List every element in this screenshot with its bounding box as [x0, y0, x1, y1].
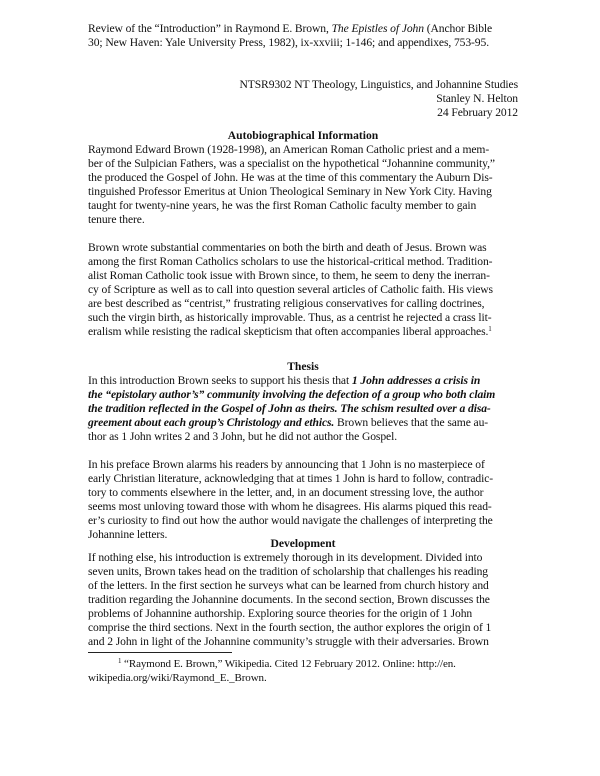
development-section: [88, 537, 518, 649]
bio-heading: Autobiographical Information: [227, 129, 379, 142]
text-line-content: eralism while resisting the radical skepticism that often accompanies liberal approaches.: [88, 325, 489, 338]
text-line: tinguished Professor Emeritus at Union Theological Seminary in New York City. Having: [88, 185, 492, 198]
text-line: cy of Scripture as well as to call into question several articles of Catholic faith. His views: [88, 283, 493, 296]
text-line: er’s curiosity to find out how the author would navigate the challenges of interpreting the: [88, 514, 493, 527]
footnote-marker: 1: [118, 657, 122, 665]
paper-date: 24 February 2012: [437, 106, 518, 119]
text-line: of the letters. In the first section he surveys what can be learned from church history and: [88, 579, 489, 592]
text-line-content: Brown believes that the same au-: [334, 416, 489, 429]
text-line: early Christian literature, acknowledging that at times 1 John is hard to follow, contradic-: [88, 472, 494, 485]
text-line: such the virgin birth, as historically improvable. Thus, as a centrist he rejected a crass lit-: [88, 311, 492, 324]
development-heading: Development: [270, 537, 336, 550]
text-line: Johannine letters.: [88, 528, 168, 541]
review-line-1: [88, 22, 492, 36]
text-line: [88, 416, 488, 430]
footnote-url[interactable]: wikipedia.org/wiki/Raymond_E._Brown.: [88, 672, 267, 684]
text-line: tenure there.: [88, 213, 145, 226]
review-suffix: (Anchor Bible: [423, 22, 493, 35]
text-line: tory to comments elsewhere in the letter, and, in an document stressing love, the author: [88, 486, 484, 499]
footnote: [88, 657, 518, 685]
text-line: Raymond Edward Brown (1928-1998), an American Roman Catholic priest and a mem-: [88, 143, 490, 156]
bio-section: [88, 129, 518, 310]
text-line: Brown wrote substantial commentaries on both the birth and death of Jesus. Brown was: [88, 241, 487, 254]
thesis-emphasis: greement about each group’s Christology and ethics.: [88, 416, 335, 429]
thesis-heading: Thesis: [287, 360, 319, 373]
footnote-divider: [88, 652, 232, 653]
text-line: among the first Roman Catholics scholars to use the historical-critical method. Tradition-: [88, 255, 493, 268]
thesis-emphasis: the tradition reflected in the Gospel of John as theirs. The schism resulted over a disa-: [88, 402, 491, 415]
text-line: tradition regarding the Johannine documents. In the second section, Brown discusses the: [88, 593, 490, 606]
text-line: alist Roman Catholic took issue with Brown since, to them, he seem to deny the inerran-: [88, 269, 490, 282]
bio-section-end: [88, 311, 518, 339]
review-header: [88, 22, 518, 50]
text-line: thor as 1 John writes 2 and 3 John, but he did not author the Gospel.: [88, 430, 397, 443]
book-title: The Epistles of John: [331, 22, 424, 35]
text-line: the produced the Gospel of John. He was at the time of this commentary the Auburn Dis-: [88, 171, 493, 184]
text-line: In his preface Brown alarms his readers by announcing that 1 John is no masterpiece of: [88, 458, 485, 471]
text-line: and 2 John in light of the Johannine community’s struggle with their adversaries. Brown: [88, 635, 489, 648]
author-name: Stanley N. Helton: [436, 92, 518, 105]
text-line-content: In this introduction Brown seeks to support his thesis that: [88, 374, 352, 387]
text-line: taught for twenty-nine years, he was the first Roman Catholic faculty member to gain: [88, 199, 477, 212]
text-line: [88, 374, 480, 388]
footnote-ref[interactable]: 1: [488, 325, 492, 333]
text-line: seems most unloving toward those with whom he disagrees. His alarms piqued this read-: [88, 500, 492, 513]
thesis-emphasis: the “epistolary author’s” community involving the defection of a group who both claim: [88, 388, 496, 401]
author-block: [88, 78, 518, 120]
review-line-2: 30; New Haven: Yale University Press, 1982), ix-xxviii; 1-146; and appendixes, 753-95.: [88, 36, 489, 49]
text-line: [88, 325, 492, 339]
text-line: seven units, Brown takes head on the tradition of scholarship that challenges his reading: [88, 565, 489, 578]
thesis-emphasis: 1 John addresses a crisis in: [351, 374, 481, 387]
text-line: comprise the third sections. Next in the fourth section, the author explores the origin of 1: [88, 621, 492, 634]
text-line: ber of the Sulpician Fathers, was a specialist on the hypothetical “Johannine community,”: [88, 157, 495, 170]
text-line: problems of Johannine authorship. Exploring source theories for the origin of 1 John: [88, 607, 473, 620]
course-name: NTSR9302 NT Theology, Linguistics, and Johannine Studies: [239, 78, 518, 91]
review-prefix: Review of the “Introduction” in Raymond E. Brown,: [88, 22, 332, 35]
footnote-text: “Raymond E. Brown,” Wikipedia. Cited 12 February 2012. Online: http://en.: [121, 658, 456, 670]
text-line: If nothing else, his introduction is extremely thorough in its development. Divided into: [88, 551, 483, 564]
text-line: are best described as “centrist,” frustrating religious conservatives for calling doctrines,: [88, 297, 485, 310]
footnote-line-1: [118, 657, 456, 671]
